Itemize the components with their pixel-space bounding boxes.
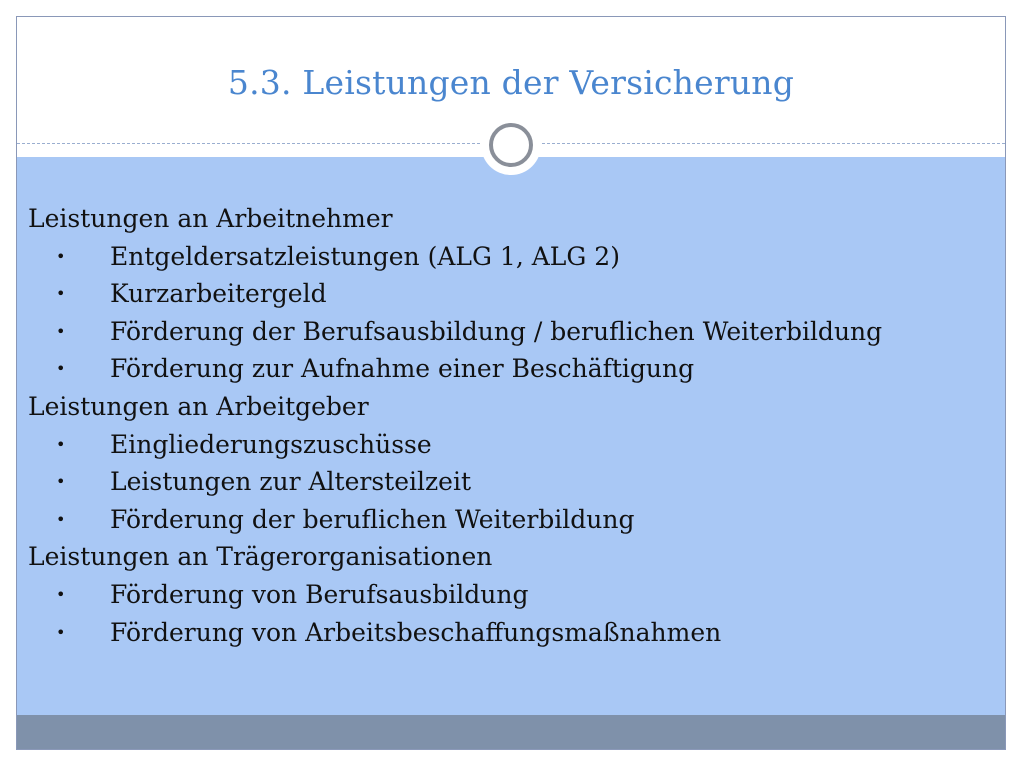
list-item-text: Entgeldersatzleistungen (ALG 1, ALG 2)	[110, 241, 620, 271]
list-item-text: Förderung von Arbeitsbeschaffungsmaßnahmen	[110, 617, 722, 647]
slide-content	[28, 200, 1014, 651]
list-item	[28, 275, 1014, 313]
list-item	[28, 313, 1014, 351]
list-item-text: Förderung der beruflichen Weiterbildung	[110, 504, 635, 534]
list-item-text: Eingliederungszuschüsse	[110, 429, 432, 459]
footer-bar	[17, 715, 1005, 749]
section-heading-arbeitgeber: Leistungen an Arbeitgeber	[28, 391, 369, 421]
bullet-icon: •	[56, 284, 66, 304]
list-item-text: Förderung zur Aufnahme einer Beschäftigung	[110, 354, 695, 384]
bullet-icon: •	[56, 246, 66, 266]
bullet-icon: •	[56, 622, 66, 642]
list-item	[28, 501, 1014, 539]
bullet-icon: •	[56, 584, 66, 604]
slide-title: 5.3. Leistungen der Versicherung	[227, 63, 795, 102]
list-item	[28, 426, 1014, 464]
list-item-text: Förderung von Berufsausbildung	[110, 579, 529, 609]
list-item	[28, 576, 1014, 614]
list-item	[28, 614, 1014, 652]
bullet-icon: •	[56, 321, 66, 341]
list-item-text: Leistungen zur Altersteilzeit	[110, 467, 471, 497]
list-item-text: Kurzarbeitergeld	[110, 279, 327, 309]
list-item	[28, 463, 1014, 501]
bullet-icon: •	[56, 509, 66, 529]
section-heading-arbeitnehmer: Leistungen an Arbeitnehmer	[28, 204, 393, 233]
bullet-icon: •	[56, 472, 66, 492]
circle-ring-icon	[489, 123, 533, 167]
bullet-icon: •	[56, 359, 66, 379]
list-item	[28, 350, 1014, 388]
list-item	[28, 238, 1014, 276]
bullet-icon: •	[56, 434, 66, 454]
list-item-text: Förderung der Berufsausbildung / beruflichen Weiterbildung	[110, 316, 883, 346]
section-heading-traegerorganisationen: Leistungen an Trägerorganisationen	[28, 542, 493, 572]
